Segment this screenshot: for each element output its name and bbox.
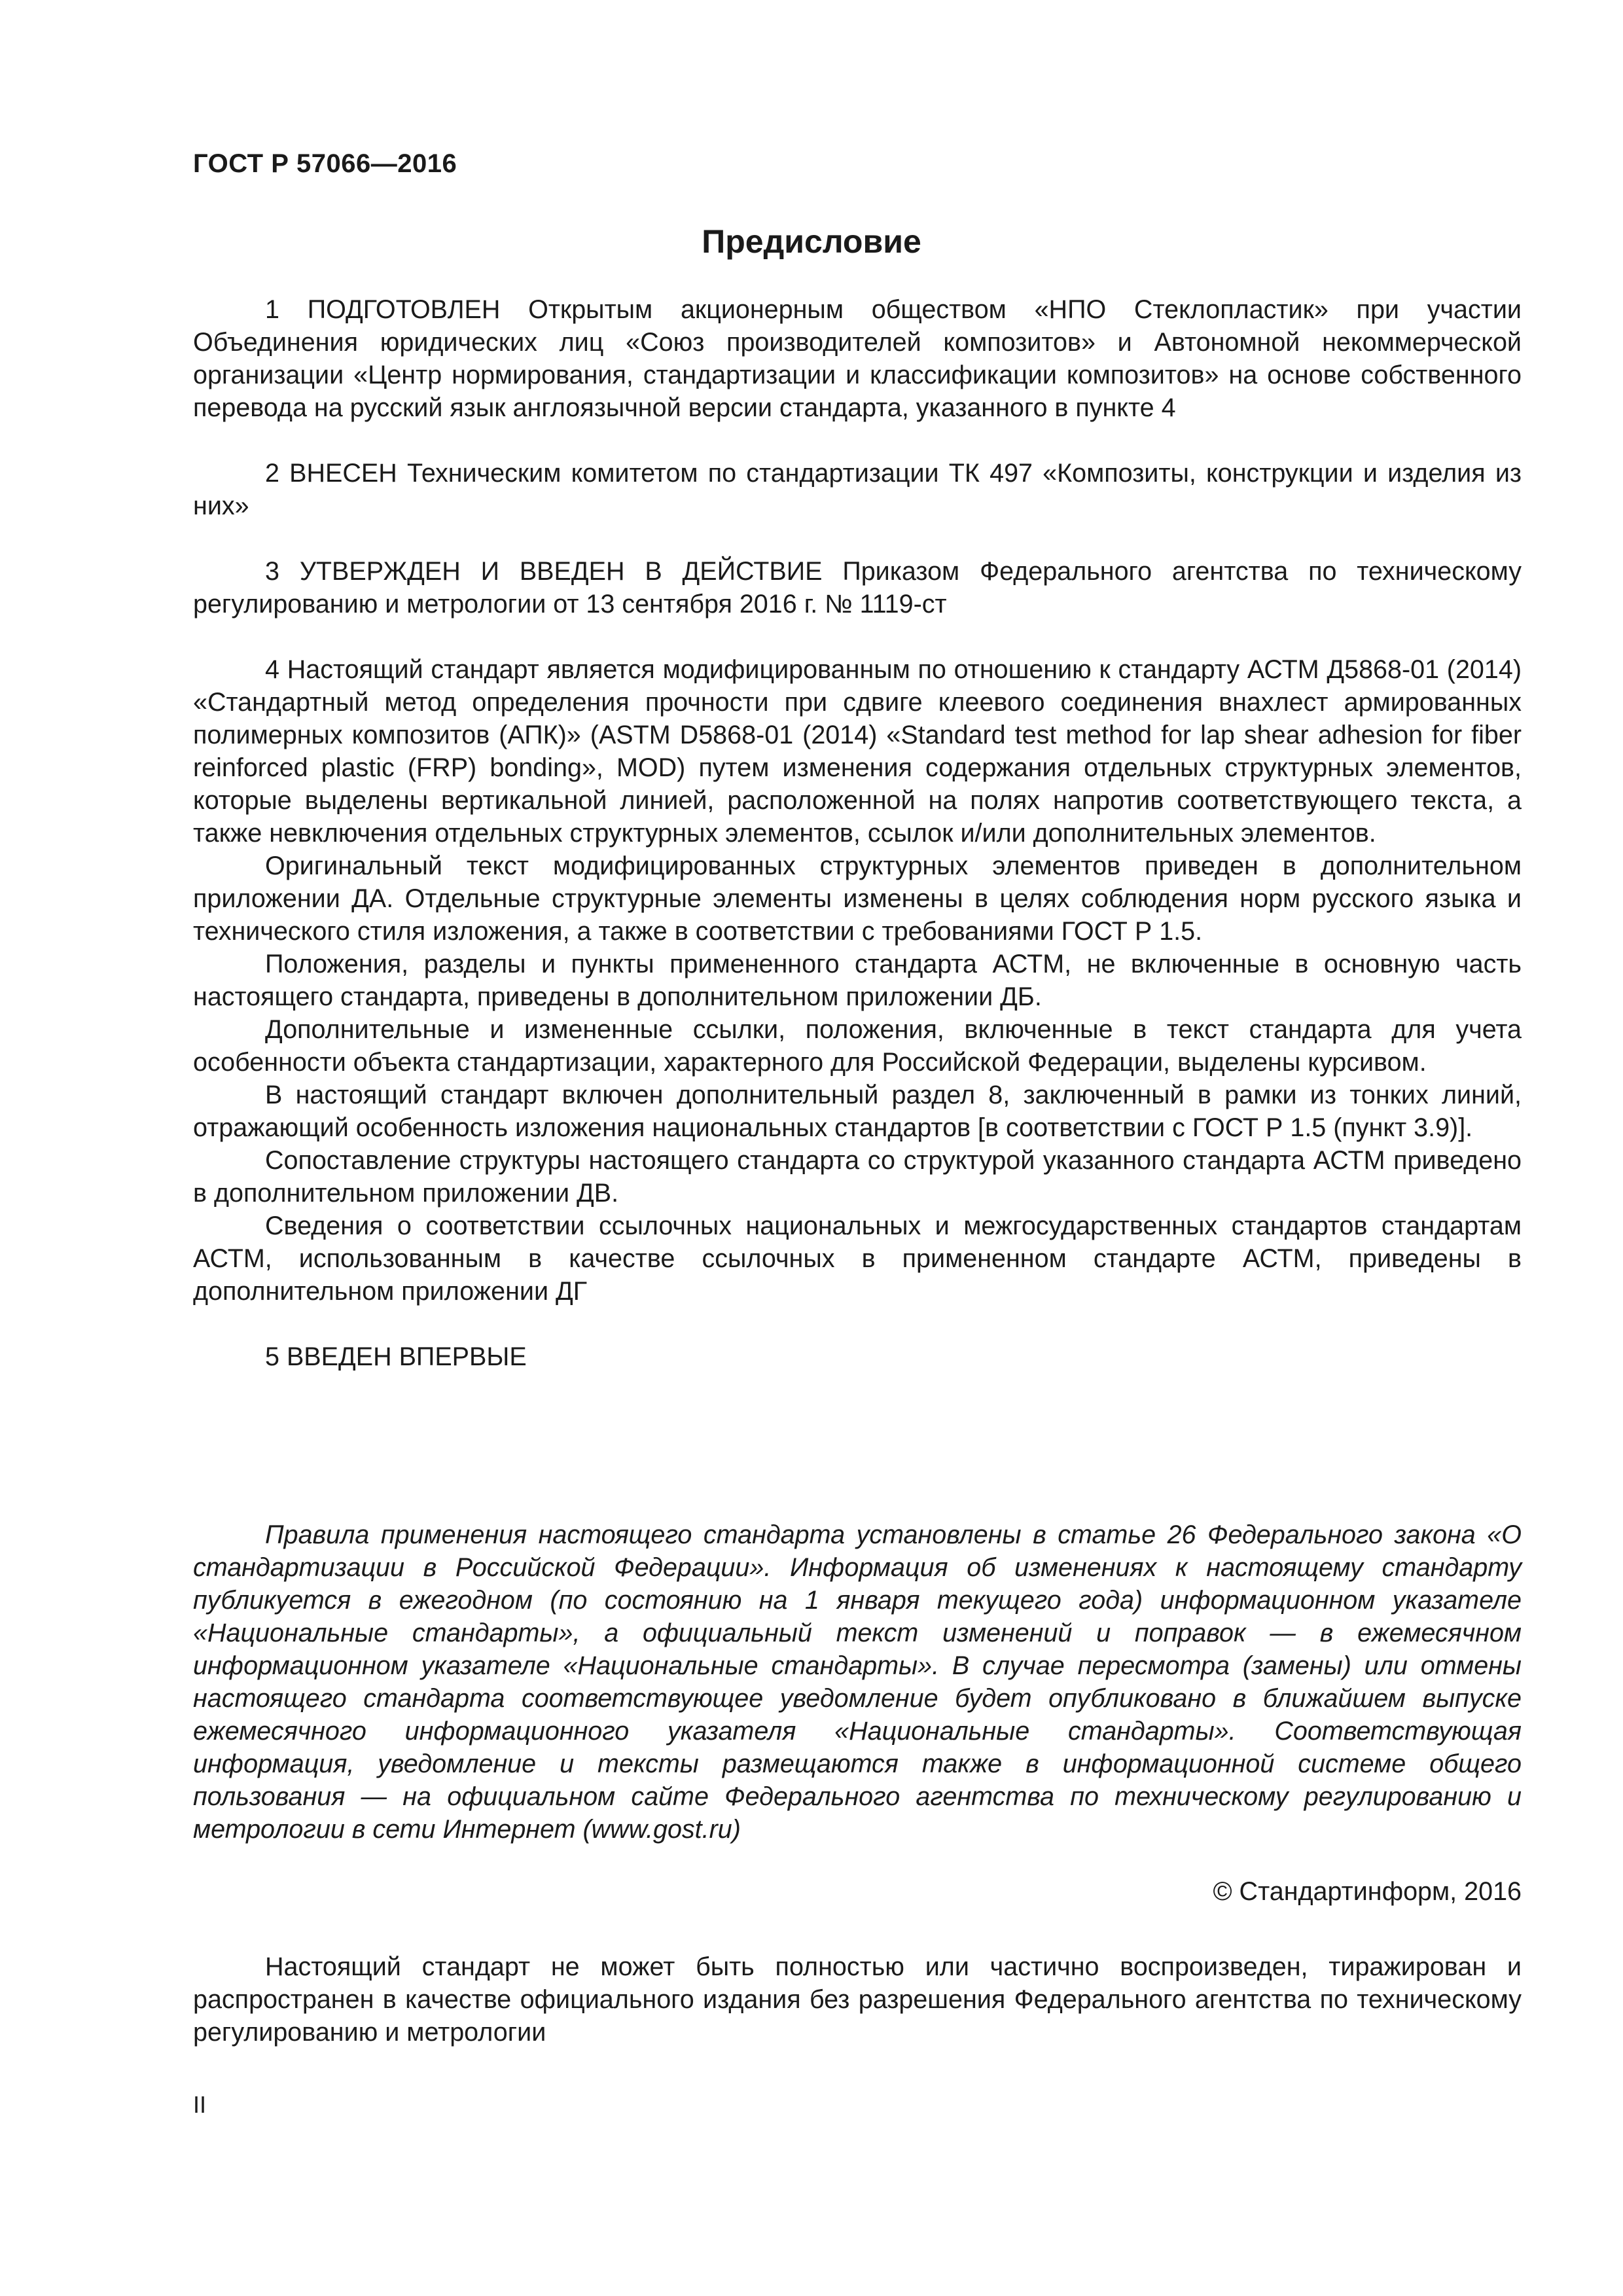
section-1-prepared: 1 ПОДГОТОВЛЕН Открытым акционерным обществом «НПО Стеклопластик» при участии Объединения юридических лиц «Союз производителей композитов» и Автономной некоммерческой организации «Центр нормирования, стандартизации и классификации композитов» на основе собственного перевода на русский язык англоязычной версии стандарта, указанного в пункте 4 [193,295,1522,422]
reproduction-notice [193,1950,1522,2049]
section-5-first-introduced: 5 ВВЕДЕН ВПЕРВЫЕ [265,1342,527,1371]
section-4-paragraph-original-text: Оригинальный текст модифицированных структурных элементов приведен в дополнительном приложении ДА. Отдельные структурные элементы изменены в целях соблюдения норм русского языка и технического стиля изложения, а также в соответствии с требованиями ГОСТ Р 1.5. [193,852,1522,946]
section-4-paragraph-italic-refs: Дополнительные и измененные ссылки, положения, включенные в текст стандарта для учета особенности объекта стандартизации, характерного для Российской Федерации, выделены курсивом. [193,1015,1522,1077]
section-4-paragraph-provisions: Положения, разделы и пункты примененного стандарта АСТМ, не включенные в основную часть настоящего стандарта, приведены в дополнительном приложении ДБ. [193,950,1522,1011]
section-4-modification: 4 Настоящий стандарт является модифицированным по отношению к стандарту АСТМ Д5868-01 (2014) «Стандартный метод определения прочности при сдвиге клеевого соединения внахлест армированных полимерных композитов (АПК)» (ASTM D5868-01 (2014) «Standard test method for lap shear adhesion for fiber reinforced plastic (FRP) bonding», MOD) путем изменения содержания отдельных структурных элементов, которые выделены вертикальной линией, расположенной на полях напротив соответствующего текста, а также невключения отдельных структурных элементов, ссылок и/или дополнительных элементов. [193,655,1522,848]
section-3-approved: 3 УТВЕРЖДЕН И ВВЕДЕН В ДЕЙСТВИЕ Приказом Федерального агентства по техническому регулированию и метрологии от 13 сентября 2016 г. № 1119-ст [193,557,1522,619]
copyright-line: © Стандартинформ, 2016 [1213,1877,1522,1906]
notice-text: Правила применения настоящего стандарта установлены в статье 26 Федерального закона «О стандартизации в Российской Федерации». Информация об изменениях к настоящему стандарту публикуется в ежегодном (по состоянию на 1 января текущего года) информационном указателе «Национальные стандарты», а официальный текст изменений и поправок — в ежемесячном информационном указателе «Национальные стандарты». В случае пересмотра (замены) или отмены настоящего стандарта соответствующее уведомление будет опубликовано в ближайшем выпуске ежемесячного информационного указателя «Национальные стандарты». Соответствующая информация, уведомление и тексты размещаются также в информационной системе общего пользования — на официальном сайте Федерального агентства по техническому регулированию и метрологии в сети Интернет (www.gost.ru) [193,1520,1522,1844]
section-2-introduced: 2 ВНЕСЕН Техническим комитетом по стандартизации ТК 497 «Композиты, конструкции и изделия из них» [193,459,1522,520]
legal-text: Настоящий стандарт не может быть полностью или частично воспроизведен, тиражирован и распространен в качестве официального издания без разрешения Федерального агентства по техническому регулированию и метрологии [193,1952,1522,2047]
foreword-body [193,293,1522,1373]
page-number: II [193,2091,207,2118]
section-4-paragraph-structure: Сопоставление структуры настоящего стандарта со структурой указанного стандарта АСТМ приведено в дополнительном приложении ДВ. [193,1146,1522,1208]
section-4-paragraph-references: Сведения о соответствии ссылочных национальных и межгосударственных стандартов стандартам АСТМ, использованным в качестве ссылочных в примененном стандарте АСТМ, приведены в дополнительном приложении ДГ [193,1211,1522,1306]
document-designation: ГОСТ Р 57066—2016 [193,149,457,178]
page-title: Предисловие [702,223,921,260]
application-rules-notice [193,1518,1522,1846]
section-4-paragraph-section-8: В настоящий стандарт включен дополнительный раздел 8, заключенный в рамки из тонких линий, отражающий особенность изложения национальных стандартов [в соответствии с ГОСТ Р 1.5 (пункт 3.9)]. [193,1081,1522,1142]
